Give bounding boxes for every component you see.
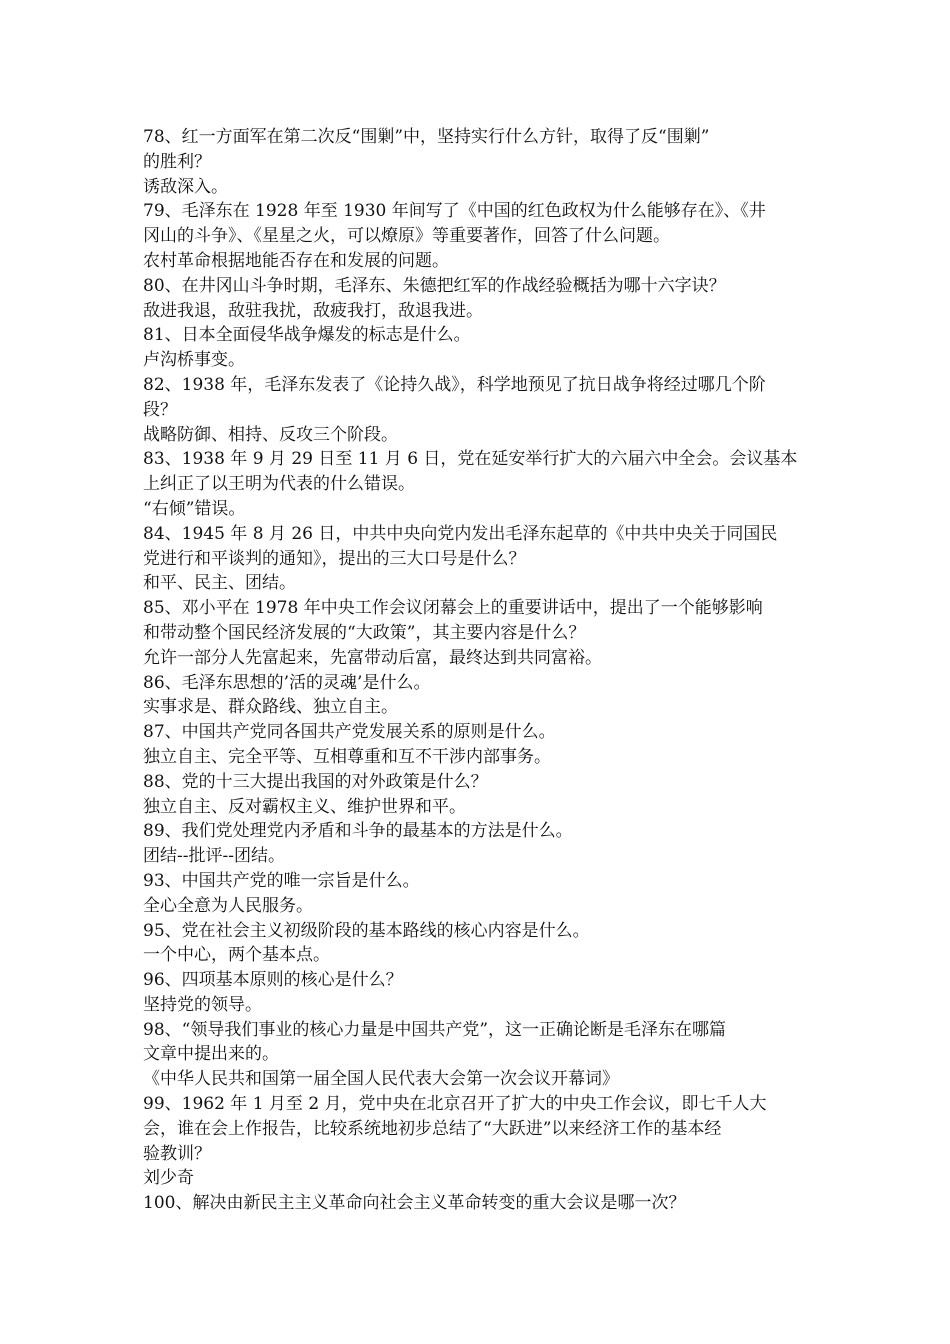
text-line: 上纠正了以王明为代表的什么错误。 (143, 474, 415, 495)
text-line: 78、红一方面军在第二次反“围剿”中，坚持实行什么方针，取得了反“围剿” (143, 127, 710, 147)
text-line: 96、四项基本原则的核心是什么？ (143, 970, 403, 991)
text-line: 89、我们党处理党内矛盾和斗争的最基本的方法是什么。 (143, 821, 573, 842)
text-line: 段？ (143, 399, 177, 420)
text-line: 冈山的斗争》、《星星之火，可以燎原》等重要著作，回答了什么问题。 (143, 226, 670, 247)
text-line: 独立自主、完全平等、互相尊重和互不干涉内部事务。 (143, 746, 551, 767)
text-line: 实事求是、群众路线、独立自主。 (143, 697, 398, 718)
text-line: 和带动整个国民经济发展的“大政策”，其主要内容是什么？ (143, 622, 586, 643)
text-line: 战略防御、相持、反攻三个阶段。 (143, 424, 398, 445)
text-line: 86、毛泽东思想的’活的灵魂’是什么。 (143, 672, 431, 693)
text-line: 验教训？ (143, 1143, 211, 1164)
text-line: 81、日本全面侵华战争爆发的标志是什么。 (143, 325, 471, 346)
text-line: 一个中心，两个基本点。 (143, 945, 330, 966)
text-line: 诱敌深入。 (143, 176, 228, 197)
text-line: 团结--批评--团结。 (143, 846, 285, 867)
text-line: 93、中国共产党的唯一宗旨是什么。 (143, 870, 420, 891)
text-line: 农村革命根据地能否存在和发展的问题。 (143, 250, 449, 271)
text-line: 坚持党的领导。 (143, 994, 262, 1015)
text-line: 82、1938 年，毛泽东发表了《论持久战》，科学地预见了抗日战争将经过哪几个阶 (143, 374, 766, 395)
text-line: 敌进我退，敌驻我扰，敌疲我打，敌退我进。 (143, 300, 483, 321)
text-line: 全心全意为人民服务。 (143, 895, 313, 916)
text-line: 95、党在社会主义初级阶段的基本路线的核心内容是什么。 (143, 920, 590, 941)
document-body (143, 125, 813, 1216)
text-line: 独立自主、反对霸权主义、维护世界和平。 (143, 796, 466, 817)
text-line: 允许一部分人先富起来，先富带动后富，最终达到共同富裕。 (143, 647, 602, 668)
text-line: 84、1945 年 8 月 26 日，中共中央向党内发出毛泽东起草的《中共中央关于同国民 (143, 523, 778, 544)
text-line: 和平、民主、团结。 (143, 573, 296, 594)
text-line: 79、毛泽东在 1928 年至 1930 年间写了《中国的红色政权为什么能够存在》、《井 (143, 201, 766, 222)
text-line: 83、1938 年 9 月 29 日至 11 月 6 日，党在延安举行扩大的六届六中全会。会议基本 (143, 449, 798, 470)
text-line: 80、在井冈山斗争时期，毛泽东、朱德把红军的作战经验概括为哪十六字诀？ (143, 275, 726, 296)
text-line: 文章中提出来的。 (143, 1044, 279, 1065)
text-line: 会，谁在会上作报告，比较系统地初步总结了“大跃进”以来经济工作的基本经 (143, 1118, 722, 1139)
text-line: 《中华人民共和国第一届全国人民代表大会第一次会议开幕词》 (143, 1069, 619, 1090)
text-line: 98、“领导我们事业的核心力量是中国共产党”，这一正确论断是毛泽东在哪篇 (143, 1019, 727, 1040)
text-line: 85、邓小平在 1978 年中央工作会议闭幕会上的重要讲话中，提出了一个能够影响 (143, 598, 763, 619)
text-line: 88、党的十三大提出我国的对外政策是什么？ (143, 771, 488, 792)
text-line: 87、中国共产党同各国共产党发展关系的原则是什么。 (143, 722, 556, 743)
text-line: 的胜利？ (143, 151, 211, 172)
text-line: 党进行和平谈判的通知》，提出的三大口号是什么？ (143, 548, 526, 569)
text-line: 99、1962 年 1 月至 2 月，党中央在北京召开了扩大的中央工作会议，即七千人大 (143, 1094, 767, 1115)
text-line: 卢沟桥事变。 (143, 350, 245, 371)
text-line: 100、解决由新民主主义革命向社会主义革命转变的重大会议是哪一次？ (143, 1193, 686, 1214)
text-line: “右倾”错误。 (143, 498, 246, 519)
text-line: 刘少奇 (143, 1168, 194, 1189)
